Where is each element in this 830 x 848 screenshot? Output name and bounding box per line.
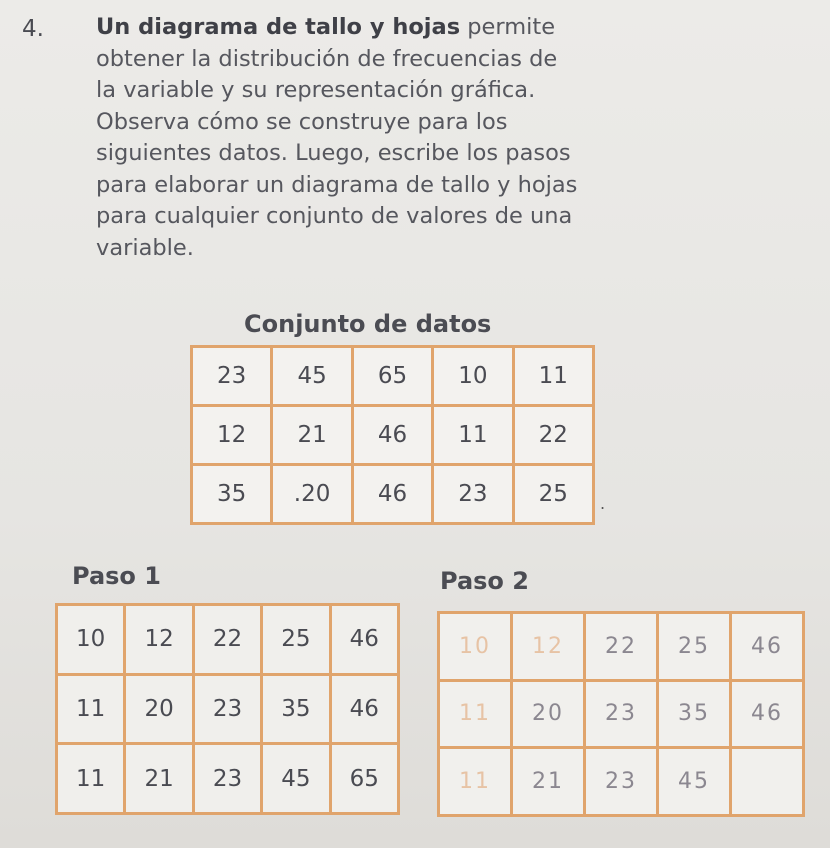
table-cell: 46 xyxy=(330,674,398,744)
table-cell: 46 xyxy=(731,613,804,681)
table-cell: 11 xyxy=(57,744,125,814)
table-cell: 23 xyxy=(193,744,261,814)
table-cell: 23 xyxy=(585,680,658,748)
table-cell: 21 xyxy=(512,748,585,816)
table-cell: 10 xyxy=(57,605,125,675)
table-cell: 46 xyxy=(330,605,398,675)
table-cell: 11 xyxy=(513,347,593,406)
table-cell: .20 xyxy=(272,465,352,524)
table-cell: 23 xyxy=(192,347,272,406)
paso1-table xyxy=(55,603,400,815)
table-row xyxy=(439,613,804,681)
paso2-table xyxy=(437,611,805,817)
table-row xyxy=(192,406,594,465)
table-cell: 12 xyxy=(125,605,193,675)
table-cell: 10 xyxy=(439,613,512,681)
table-cell: 45 xyxy=(262,744,330,814)
table-row xyxy=(192,347,594,406)
table-cell: 35 xyxy=(658,680,731,748)
table-cell: 20 xyxy=(125,674,193,744)
table-cell xyxy=(731,748,804,816)
table-cell: 11 xyxy=(57,674,125,744)
table-cell: 65 xyxy=(330,744,398,814)
table-cell: 25 xyxy=(262,605,330,675)
prompt-line-4: Observa cómo se construye para los xyxy=(96,108,508,135)
table-cell: 21 xyxy=(125,744,193,814)
data-set-table xyxy=(190,345,595,525)
table-cell: 22 xyxy=(585,613,658,681)
table-cell: 35 xyxy=(262,674,330,744)
table-row xyxy=(439,748,804,816)
prompt-line-2: obtener la distribución de frecuencias de xyxy=(96,45,558,72)
table-row xyxy=(57,744,399,814)
table-cell: 11 xyxy=(433,406,513,465)
prompt-line-8: variable. xyxy=(96,234,194,261)
table-cell: 11 xyxy=(439,680,512,748)
prompt-line-5: siguientes datos. Luego, escribe los pasos xyxy=(96,140,571,166)
table-cell: 22 xyxy=(513,406,593,465)
table-cell: 45 xyxy=(658,748,731,816)
table-cell: 23 xyxy=(433,465,513,524)
table-cell: 10 xyxy=(433,347,513,406)
stray-dot: . xyxy=(600,494,606,513)
table-row xyxy=(57,605,399,675)
prompt-line-3: la variable y su representación gráfica. xyxy=(96,77,536,103)
table-cell: 46 xyxy=(352,406,432,465)
data-set-title: Conjunto de datos xyxy=(244,310,492,338)
table-row xyxy=(192,465,594,524)
exercise-prompt xyxy=(96,12,746,264)
table-row xyxy=(57,674,399,744)
table-cell: 23 xyxy=(585,748,658,816)
table-cell: 35 xyxy=(192,465,272,524)
table-cell: 20 xyxy=(512,680,585,748)
table-cell: 25 xyxy=(513,465,593,524)
prompt-line-6: para elaborar un diagrama de tallo y hojas xyxy=(96,171,578,198)
table-cell: 12 xyxy=(512,613,585,681)
table-cell: 23 xyxy=(193,674,261,744)
table-row xyxy=(439,680,804,748)
table-cell: 46 xyxy=(731,680,804,748)
table-cell: 45 xyxy=(272,347,352,406)
exercise-number: 4. xyxy=(22,16,44,42)
table-cell: 22 xyxy=(193,605,261,675)
table-cell: 46 xyxy=(352,465,432,524)
table-cell: 12 xyxy=(192,406,272,465)
table-cell: 65 xyxy=(352,347,432,406)
table-cell: 21 xyxy=(272,406,352,465)
paso1-title: Paso 1 xyxy=(72,562,161,590)
prompt-line-7: para cualquier conjunto de valores de una xyxy=(96,203,573,229)
prompt-line-1: Un diagrama de tallo y hojas permite xyxy=(96,14,556,40)
key-term: Un diagrama de tallo y hojas xyxy=(96,14,461,40)
table-cell: 11 xyxy=(439,748,512,816)
table-cell: 25 xyxy=(658,613,731,681)
paso2-title: Paso 2 xyxy=(440,567,529,595)
